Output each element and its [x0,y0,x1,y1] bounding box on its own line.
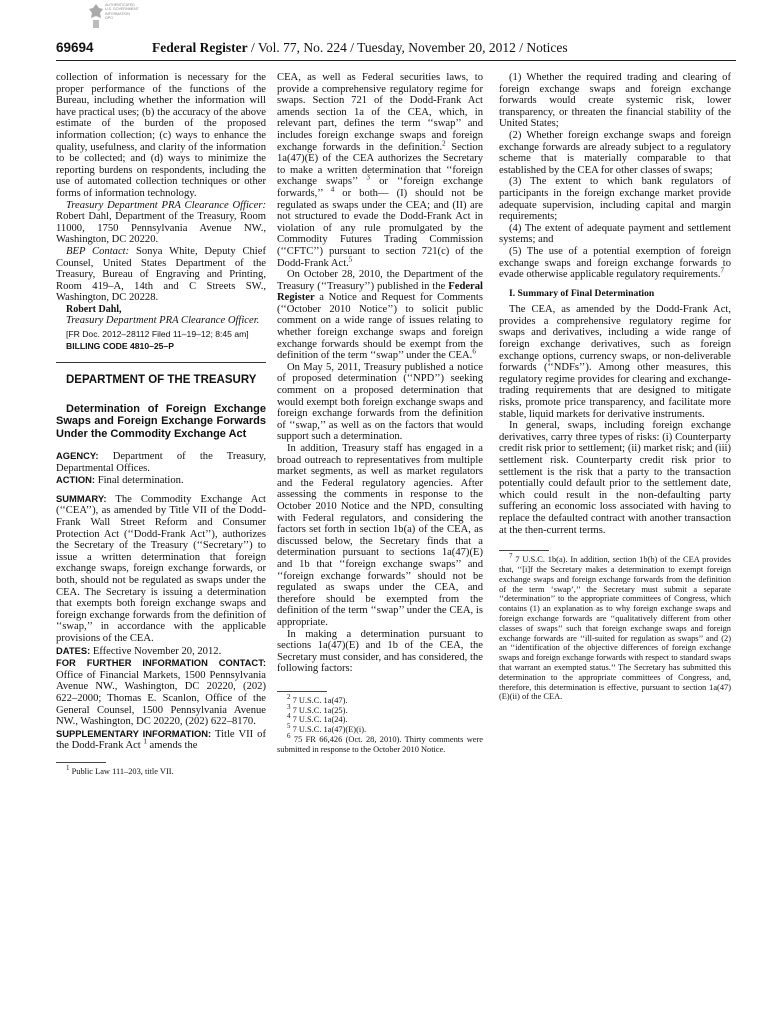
label: SUPPLEMENTARY INFORMATION: [56,727,212,739]
logo-line: AUTHENTICATED [105,3,135,7]
factor-item: (2) Whether foreign exchange swaps and foreign exchange forwards are already subject to a regulatory scheme that is materially comparable to that established by the CEA for other classes of swaps; [499,129,731,176]
footnote-number: 2 [287,693,291,702]
text: Effective November 20, 2012. [90,645,222,657]
department-heading: DEPARTMENT OF THE TREASURY [66,374,257,387]
factor-item: (4) The extent of adequate payment and settlement systems; and [499,222,731,246]
action [56,474,266,487]
footnote-rule [56,762,106,763]
text: 7 U.S.C. 1a(47)(E)(i). [292,725,367,735]
agency [56,450,266,474]
label: SUMMARY: [56,492,107,504]
factor-item: (1) Whether the required trading and clearing of foreign exchange swaps and foreign exchange forwards would create systemic risk, lower transparency, or threaten the financial stability of the United States; [499,72,731,130]
footnote [277,702,483,716]
footnote-ref[interactable]: 5 [348,254,353,263]
running-head [152,40,568,56]
paragraph: In addition, Treasury staff has engaged in a broad outreach to representatives from multiple market segments, as well as market regulators and the Federal regulatory agencies. After assessing the comments in response to the October 2010 Notice and the NPD, consulting with Federal regulators, and considering the factors set forth in section 1b(a) of the CEA, as discussed below, the Secretary finds that a determination pursuant to sections 1a(47)(E) and 1b that ‘‘foreign exchange swaps’’ and ‘‘foreign exchange forwards’’ should not be regulated as swaps under the CEA, and therefore should be exempted from the definition of the term ‘‘swap’’ under the CEA, is appropriate. [277,443,483,628]
footnote [499,552,731,702]
footnote [277,722,483,735]
footnote-number: 6 [287,732,291,741]
text: Department of the Treasury, Departmental Offices. [56,451,266,474]
footnote-number: 4 [287,712,291,721]
text: CEA, as well as Federal securities laws, to provide a comprehensive regulatory regime for swaps. Section 721 of the Dodd-Frank Act amends section 1a of the CEA, which, in relevant part, defines the term ‘‘swap’’ and includes foreign exchange swaps and foreign exchange forwards in the definition. [277,72,483,153]
label: AGENCY: [56,450,99,462]
column-2 [277,72,483,755]
footnote-ref[interactable]: 4 [330,185,335,194]
page-header [56,40,730,56]
paragraph [277,269,483,362]
signer-title: Treasury Department PRA Clearance Officer. [66,315,260,327]
footnote-rule [277,691,327,692]
text: On October 28, 2010, the Department of the Treasury (‘‘Treasury’’) published in the [277,269,483,292]
paragraph: In making a determination pursuant to sections 1a(47)(E) and 1b of the CEA, the Secretary must consider, and has considered, the following factors: [277,628,483,675]
text: 7 U.S.C. 1b(a). In addition, section 1b(b) of the CEA provides that, ‘‘[i]f the Secretary makes a determination to exempt foreign exchange swaps and foreign exchange forwards from the definition of the term ‘swap’,’’ the Secretary must submit a separate ‘‘determination’’ to the appropriate committees of Congress, which contains (1) an explanation as to why foreign exchange swaps and foreign exchange forwards are ‘‘qualitatively different from other classes of swaps’’ such that foreign exchange swaps and foreign exchange forwards are ‘‘ill-suited for regulation as swaps’’ and (2) an ‘‘identification of the objective differences of foreign exchange swaps and foreign exchange forwards with respect to standard swaps that warrant an exempted status.’’ The Secretary has submitted this determination to the appropriate committees of Congress, and, therefore, this determination is effective, pursuant to section 1a(47)(E)(ii) of the CEA. [499,555,731,702]
logo-line: U.S. GOVERNMENT [105,7,139,12]
text: or both— (I) should not be regulated as swaps under the CEA; and (II) are not structured to evade the Dodd-Frank Act in violation of any rule promulgated by the Commodity Futures Trading Commission (‘‘CFTC’’) pursuant to section 721(c) of the Dodd-Frank Act. [277,187,483,269]
gpo-authentication-logo [88,3,139,33]
text: The Commodity Exchange Act (‘‘CEA’’), as amended by Title VII of the Dodd-Frank Wall Street Reform and Consumer Protection Act (‘‘Dodd-Frank Act’’), authorizes the Secretary of the Treasury (‘‘Secretary’’) to issue a written determination that foreign exchange swaps, foreign exchange forwards, or both, should not be regulated as swaps under the CEA. The Secretary is issuing a determination that exempts both foreign exchange swaps and foreign exchange forwards from the definition of ‘‘swap,’’ in accordance with the applicable provisions of the CEA. [56,493,266,644]
factor-item: (3) The extent to which bank regulators of participants in the foreign exchange market provide adequate supervision, including capital and margin requirements; [499,176,731,223]
footnote-number: 7 [509,552,513,561]
footnote [56,764,266,777]
label: FOR FURTHER INFORMATION CONTACT: [56,657,266,669]
footnote [277,712,483,725]
text: (5) The use of a potential exemption of foreign exchange swaps and foreign exchange forwards to evade otherwise applicable regulatory requirements. [499,245,731,281]
text: Final determination. [95,475,184,487]
signer-name: Robert Dahl, [66,303,122,315]
page-number: 69694 [56,40,94,55]
text: Sonya White, Deputy Chief Counsel, United States Department of the Treasury, Bureau of Engraving and Printing, Room 419–A, 14th and C Streets SW., Washington, DC 20228. [56,245,266,304]
supplementary-information [56,728,266,752]
text: Section 1a(47)(E) of the CEA authorizes the Secretary to make a written determination that ‘‘foreign exchange swaps’’ [277,141,483,188]
label: Treasury Department PRA Clearance Officer: [66,199,266,211]
paragraph [56,200,266,246]
text: Robert Dahl, Department of the Treasury, Room 11000, 1750 Pennsylvania Avenue NW., Washington, DC 20220. [56,211,266,246]
text: Office of Financial Markets, 1500 Pennsylvania Avenue NW., Washington, DC 20220, (202) 622–2000; Thomas E. Scanlon, Office of the General Counsel, 1500 Pennsylvania Avenue NW., Washington, DC 20220, (202) 622–8170. [56,669,266,728]
footnote-ref[interactable]: 2 [442,139,446,148]
text: 75 FR 66,426 (Oct. 28, 2010). Thirty comments were submitted in response to the October 2010 Notice. [277,735,483,754]
logo-line: GPO [105,16,113,21]
issue-info: / Vol. 77, No. 224 / Tuesday, November 20, 2012 / Notices [247,40,568,55]
paragraph: In general, swaps, including foreign exchange derivatives, carry three types of risks: (i) Counterparty credit risk prior to settlement; (ii) market risk; and (iii) settlement risk. Counterparty credit risk prior to settlement is the risk that a party to the transaction potentially could default prior to the settlement date, which could result in the non-defaulting party suffering an economic loss associated with having to replace the defaulted contract with another transaction at the then-current terms. [499,420,731,536]
paragraph: The CEA, as amended by the Dodd-Frank Act, provides a comprehensive regulatory regime for swaps and derivatives, including a wide range of foreign exchange derivatives, such as foreign exchange options, currency swaps, or non-deliverable forwards (‘‘NDFs’’). Among other measures, this regulatory regime provides for clearing and exchange-trading requirements that are designed to mitigate risks, promote price transparency, and facilitate more stable, liquid markets for derivative instruments. [499,304,731,420]
text: Title VII of the Dodd-Frank Act [56,728,266,752]
column-1 [56,72,266,777]
text: 7 U.S.C. 1a(47). [292,695,348,705]
dates [56,645,266,658]
footnote-ref[interactable]: 3 [366,173,371,182]
label: BEP Contact: [66,245,130,257]
text: amends the [146,740,198,752]
footnote-ref[interactable]: 6 [472,347,476,356]
factor-item [499,246,731,281]
divider [56,362,266,363]
header-rule [56,60,736,61]
text: Federal Register [277,280,483,304]
footnote-number: 1 [66,764,70,773]
footnote [277,732,483,755]
paragraph: collection of information is necessary for the proper performance of the functions of the Bureau, including whether the information will have practical uses; (b) the accuracy of the above estimate of the burden of the proposed information collection; (c) ways to enhance the quality, usefulness, and clarity of the information to be collected; and (d) ways to minimize the reporting burdens on respondents, including the use of automated collection techniques or other forms of information technology. [56,72,266,199]
eagle-seal-icon [88,3,104,29]
text: Public Law 111–203, title VII. [69,766,174,776]
label: DATES: [56,644,91,656]
contact [56,657,266,728]
summary [56,493,266,645]
section-heading: I. Summary of Final Determination [509,287,655,299]
document-title: Determination of Foreign Exchange Swaps and Foreign Exchange Forwards Under the Commodity Exchange Act [56,402,266,440]
text: 7 U.S.C. 1a(24). [292,715,348,725]
text: a Notice and Request for Comments (‘‘October 2010 Notice’’) to solicit public comment on a wide range of issues relating to whether foreign exchange swaps and foreign exchange forwards should be exempt from the definition of the term ‘‘swap’’ under the CEA. [277,292,483,362]
paragraph: On May 5, 2011, Treasury published a notice of proposed determination (‘‘NPD’’) seeking comment on a proposed determination that would exempt both foreign exchange swaps and foreign exchange forwards from the definition of ‘‘swap,’’ as well as on the factors that would support such a determination. [277,361,483,443]
logo-text [105,3,139,21]
label: ACTION: [56,474,96,486]
journal-title: Federal Register [152,40,248,55]
text: 7 U.S.C. 1a(25). [292,705,348,715]
footnote-ref[interactable]: 1 [143,737,147,746]
column-3 [499,72,731,702]
footnote-number: 5 [287,722,291,731]
footnote [277,693,483,706]
text: or ‘‘foreign exchange forwards,’’ [277,176,483,199]
billing-code: BILLING CODE 4810–25–P [66,340,174,351]
fr-doc-line: [FR Doc. 2012–28112 Filed 11–19–12; 8:45 am] [66,329,249,340]
paragraph [277,72,483,269]
logo-line: INFORMATION [105,11,130,16]
footnote-number: 3 [287,702,291,711]
footnote-rule [499,550,549,551]
paragraph [56,246,266,304]
footnote-ref[interactable]: 7 [720,266,724,275]
